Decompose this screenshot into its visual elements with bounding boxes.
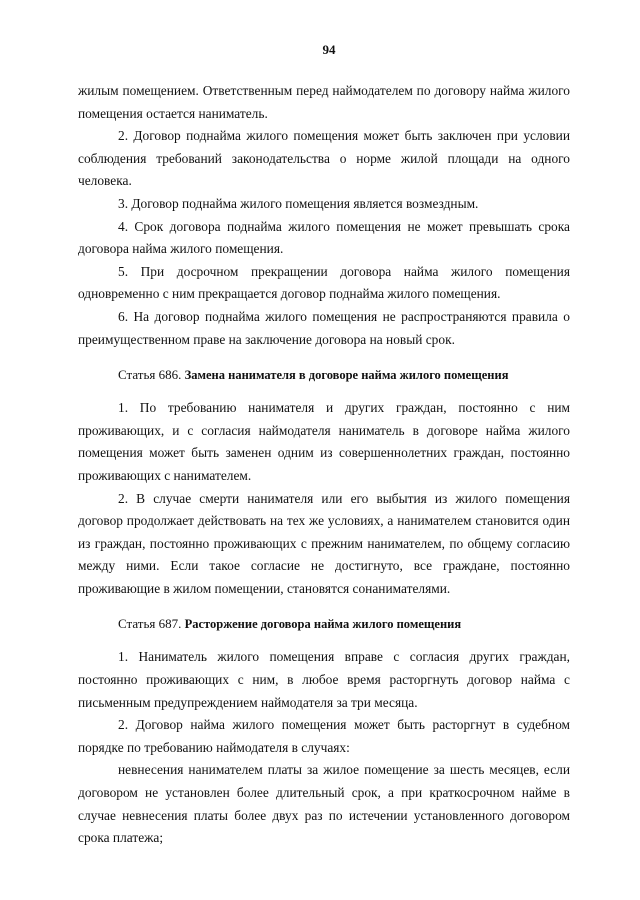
article-687-paragraph-1: 1. Наниматель жилого помещения вправе с согласия других граждан, постоянно проживающих с ним, в любое время расторгнуть договор найма с письменным предупреждением наймодателя за три месяца. bbox=[78, 649, 570, 710]
article-687-label: Статья 687. bbox=[118, 616, 182, 632]
paragraph-clause-4: 4. Срок договора поднайма жилого помещения не может превышать срока договора найма жилого помещения. bbox=[78, 218, 570, 257]
paragraph-clause-2: 2. Договор поднайма жилого помещения может быть заключен при условии соблюдения требований законодательства о норме жилой площади на одного человека. bbox=[78, 128, 570, 189]
article-686-heading bbox=[78, 366, 570, 384]
article-687-title: Расторжение договора найма жилого помещения bbox=[184, 617, 462, 632]
page-number: 94 bbox=[322, 42, 336, 57]
paragraph-clause-5: 5. При досрочном прекращении договора найма жилого помещения одновременно с ним прекращается договор поднайма жилого помещения. bbox=[78, 263, 570, 302]
article-687-heading bbox=[78, 615, 570, 633]
paragraph-clause-3: 3. Договор поднайма жилого помещения является возмездным. bbox=[118, 195, 479, 211]
article-686-title: Замена нанимателя в договоре найма жилого помещения bbox=[184, 368, 509, 383]
article-687-paragraph-3: невнесения нанимателем платы за жилое помещение за шесть месяцев, если договором не установлен более длительный срок, а при краткосрочном найме в случае невнесения платы более двух раз по истечении установленного договором срока платежа; bbox=[78, 762, 570, 846]
paragraph-clause-6: 6. На договор поднайма жилого помещения не распространяются правила о преимущественном праве на заключение договора на новый срок. bbox=[78, 308, 570, 347]
article-686-label: Статья 686. bbox=[118, 367, 182, 383]
article-686-paragraph-2: 2. В случае смерти нанимателя или его выбытия из жилого помещения договор продолжает действовать на тех же условиях, а нанимателем становится один из граждан, постоянно проживающих с прежним нанимателем, по общему согласию между ними. Если такое согласие не достигнуто, все граждане, постоянно проживающие в жилом помещении, становятся сонанимателями. bbox=[78, 490, 570, 596]
article-687-paragraph-2: 2. Договор найма жилого помещения может быть расторгнут в судебном порядке по требованию наймодателя в случаях: bbox=[78, 717, 570, 755]
article-686-paragraph-1: 1. По требованию нанимателя и других граждан, постоянно с ним проживающих, и с согласия наймодателя наниматель в договоре найма жилого помещения может быть заменен одним из совершеннолетних граждан, постоянно проживающих с нанимателем. bbox=[78, 400, 570, 483]
paragraph-continuation: жилым помещением. Ответственным перед наймодателем по договору найма жилого помещения остается наниматель. bbox=[78, 83, 570, 121]
